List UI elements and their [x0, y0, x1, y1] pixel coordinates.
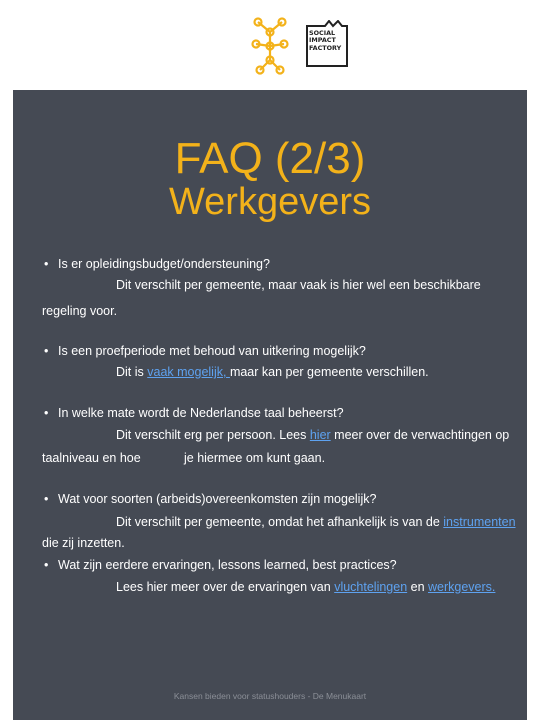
bullet: • — [44, 558, 49, 572]
footer-text: Kansen bieden voor statushouders - De Menukaart — [173, 691, 367, 701]
faq-answer: Dit verschilt erg per persoon. Lees hier meer over de verwachtingen op — [116, 428, 510, 442]
faq-answer: Dit verschilt per gemeente, maar vaak is hier wel een beschikbare — [116, 278, 481, 292]
bullet: • — [44, 406, 49, 420]
faq-answer-cont: regeling voor. — [42, 304, 118, 318]
header — [0, 0, 540, 88]
link-vaak-mogelijk[interactable]: vaak mogelijk, — [147, 365, 230, 379]
bullet: • — [44, 492, 49, 506]
page-subtitle: Werkgevers — [168, 181, 372, 223]
brand-line: FACTORY — [309, 43, 342, 52]
link-hier[interactable]: hier — [309, 428, 331, 442]
brand-line: SOCIAL — [309, 29, 336, 37]
bullet: • — [44, 344, 49, 358]
faq-answer-cont: die zij inzetten. — [42, 536, 125, 550]
bullet: • — [44, 257, 49, 271]
link-instrumenten[interactable]: instrumenten — [443, 515, 516, 529]
molecule-logo-icon — [250, 14, 290, 78]
faq-answer-cont: je hiermee om kunt gaan. — [184, 451, 326, 465]
faq-answer: Dit verschilt per gemeente, omdat het afhankelijk is van de instrumenten — [116, 515, 516, 529]
brand-line: IMPACT — [309, 36, 336, 45]
page-title: FAQ (2/3) — [174, 134, 366, 183]
link-vluchtelingen[interactable]: vluchtelingen — [334, 580, 408, 594]
faq-answer: Lees hier meer over de ervaringen van vluchtelingen en werkgevers. — [116, 580, 496, 594]
brand-wordmark — [309, 30, 349, 52]
link-werkgevers[interactable]: werkgevers. — [428, 580, 496, 594]
faq-answer-cont: taalniveau en hoe — [42, 451, 141, 465]
faq-answer: Dit is vaak mogelijk, maar kan per gemeente verschillen. — [116, 365, 429, 379]
